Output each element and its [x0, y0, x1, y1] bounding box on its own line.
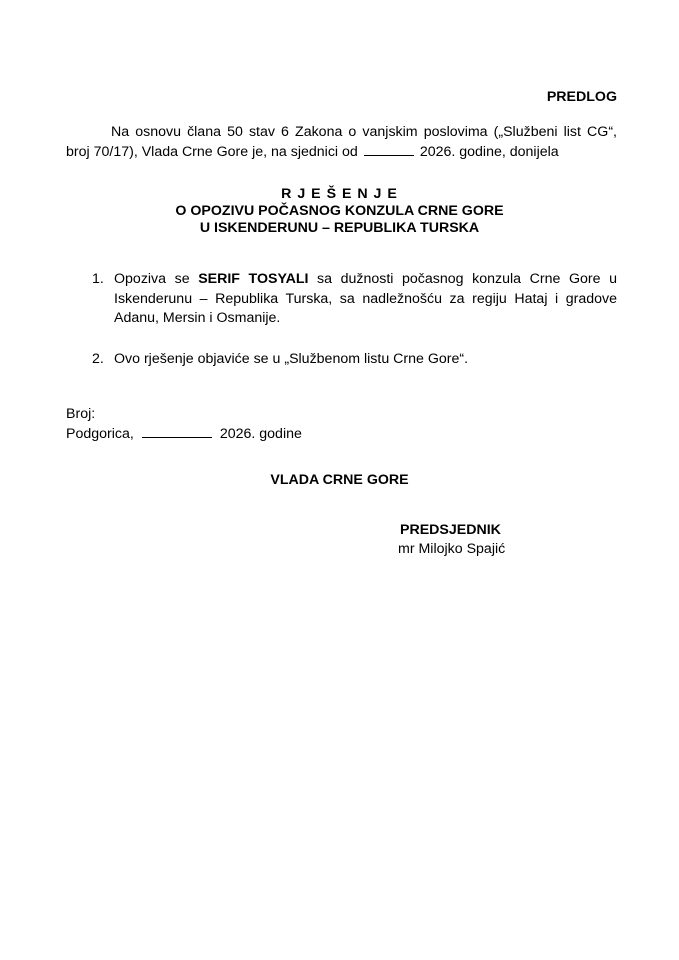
item-text-pre: Opoziva se	[114, 271, 190, 287]
date-blank	[364, 143, 414, 156]
decision-list	[92, 270, 617, 390]
president-name: mr Milojko Spajić	[398, 541, 506, 557]
reference-block	[66, 404, 302, 444]
place-date-line	[66, 424, 302, 444]
place-label: Podgorica,	[66, 426, 134, 442]
date-suffix: 2026. godine	[219, 426, 302, 442]
president-title: PREDSJEDNIK	[400, 522, 501, 538]
intro-text-before: Na osnovu člana 50 stav 6 Zakona o vanjskim poslovima („Službeni list CG“, broj 70/17), Vlada Crne Gore je, na sjednici od	[66, 124, 617, 160]
list-item	[92, 350, 617, 370]
list-item-number: 1.	[92, 271, 104, 287]
title-line-2: O OPOZIVU POČASNOG KONZULA CRNE GORE	[175, 203, 504, 219]
consul-name: SERIF TOSYALI	[198, 271, 309, 287]
title-line-3: U ISKENDERUNU – REPUBLIKA TURSKA	[199, 220, 480, 236]
date-blank-2	[142, 425, 212, 438]
list-item-number: 2.	[92, 350, 104, 367]
broj-label: Broj:	[66, 406, 96, 422]
government-name: VLADA CRNE GORE	[270, 472, 409, 488]
intro-text-after: 2026. godine, donijela	[419, 144, 559, 160]
predlog-label: PREDLOG	[546, 89, 617, 105]
list-item	[92, 270, 617, 329]
list-item-text: Ovo rješenje objaviće se u „Službenom listu Crne Gore“.	[114, 350, 469, 367]
intro-paragraph	[66, 122, 617, 162]
item-text-post: sa dužnosti počasnog konzula Crne Gore u Iskenderunu – Republika Turska, sa nadležnošću za regiju Hataj i gradove Adanu, Mersin i Osmanije.	[114, 271, 617, 326]
document-title	[0, 186, 679, 237]
list-item-text	[114, 270, 617, 329]
title-line-1: R J E Š E N J E	[281, 186, 398, 202]
